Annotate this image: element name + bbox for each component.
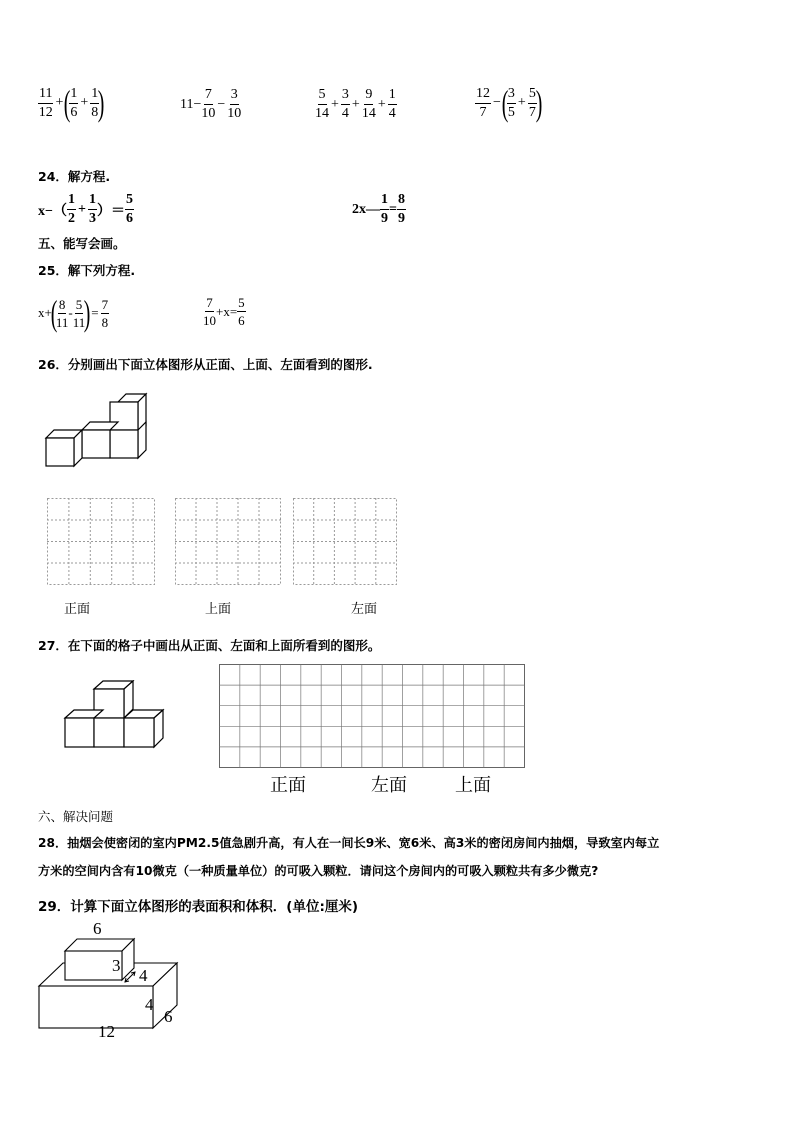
question-25-title: 25．解下列方程.	[38, 263, 136, 278]
q27-drawing-grid[interactable]	[219, 664, 527, 770]
q26-label-top: 上面	[205, 602, 232, 617]
fraction: $\frac{1}{9}$	[381, 192, 388, 226]
q27-label-top: 上面	[455, 775, 491, 796]
fraction: $\frac{1}{3}$	[88, 192, 96, 226]
fraction: $\frac{7}{10}$	[203, 295, 216, 328]
question-24-title: 24．解方程.	[38, 169, 111, 184]
section-6-heading: 六、解决问题	[38, 809, 114, 824]
q26-grid-top[interactable]	[175, 498, 285, 586]
question-29-title: 29．计算下面立体图形的表面积和体积．(单位:厘米)	[38, 899, 359, 915]
q29-dim-bottom-length: 12	[98, 1022, 115, 1041]
section-5-heading: 五、能写会画。	[38, 236, 126, 251]
fraction: $\frac{5}{6}$	[125, 192, 133, 226]
q29-dim-bottom-width: 6	[164, 1007, 173, 1026]
fraction: $\frac{1}{8}$	[91, 85, 99, 120]
q27-label-front: 正面	[270, 775, 306, 796]
q25-equation-1: x+ ( $\frac{8}{11}$ - $\frac{5}{11}$ ) = $\frac{7}{8}$	[38, 293, 109, 333]
fraction: $\frac{1}{4}$	[388, 87, 396, 121]
q25-equation-2: $\frac{7}{10}$ +x= $\frac{5}{6}$	[203, 295, 245, 328]
fraction: $\frac{1}{2}$	[67, 192, 75, 226]
q26-label-front: 正面	[64, 602, 91, 617]
q29-dim-top-height: 3	[112, 956, 121, 975]
q24-equation-2: 2x— $\frac{1}{9}$ = $\frac{8}{9}$	[352, 192, 405, 226]
fraction: $\frac{5}{11}$	[72, 296, 86, 330]
fraction: $\frac{8}{9}$	[397, 192, 405, 226]
question-28-line-1: 28．抽烟会使密闭的室内PM2.5值急剧升高，有人在一间长9米、宽6米、高3米的密闭房间内抽烟，导致室内每立	[38, 836, 660, 850]
q29-dim-top-length: 6	[93, 919, 102, 938]
fraction: $\frac{5}{7}$	[528, 85, 536, 120]
q27-label-left: 左面	[371, 775, 407, 796]
fraction: $\frac{11}{12}$	[38, 85, 53, 120]
fraction: $\frac{7}{8}$	[101, 296, 109, 330]
expression-4: $\frac{12}{7}$ − ( $\frac{3}{5}$ + $\frac{5}{7}$ )	[476, 83, 543, 123]
expression-1: $\frac{11}{12}$ + ( $\frac{1}{6}$ + $\frac{1}{8}$ )	[38, 83, 105, 123]
q29-dim-bottom-height: 4	[145, 995, 154, 1014]
fraction: $\frac{3}{5}$	[507, 85, 515, 120]
expression-2: 11− $\frac{7}{10}$ − $\frac{3}{10}$	[180, 87, 242, 121]
fraction: $\frac{3}{10}$	[227, 87, 242, 121]
q26-grid-front[interactable]	[47, 498, 157, 586]
fraction: $\frac{12}{7}$	[476, 85, 490, 120]
fraction: $\frac{5}{6}$	[238, 295, 245, 328]
question-26-title: 26．分别画出下面立体图形从正面、上面、左面看到的图形.	[38, 357, 373, 372]
q24-equation-1: x−（ $\frac{1}{2}$ + $\frac{1}{3}$ ）＝ $\frac{5}{6}$	[38, 192, 133, 226]
fraction: $\frac{9}{14}$	[361, 87, 376, 121]
fraction: $\frac{3}{4}$	[341, 87, 349, 121]
fraction: $\frac{8}{11}$	[55, 296, 69, 330]
fraction: $\frac{1}{6}$	[70, 85, 78, 120]
fraction: $\frac{5}{14}$	[315, 87, 329, 121]
q26-grid-left[interactable]	[293, 498, 399, 586]
q26-label-left: 左面	[351, 602, 378, 617]
q26-cube-figure	[40, 390, 155, 470]
question-27-title: 27．在下面的格子中画出从正面、左面和上面所看到的图形。	[38, 638, 381, 653]
q29-dim-top-width: 4	[139, 966, 148, 985]
question-28-line-2: 方米的空间内含有10微克（一种质量单位）的可吸入颗粒．请问这个房间内的可吸入颗粒共有多少微克?	[38, 864, 599, 878]
expression-3: $\frac{5}{14}$ + $\frac{3}{4}$ + $\frac{9}{14}$ + $\frac{1}{4}$	[315, 87, 396, 121]
q27-cube-figure	[62, 680, 168, 750]
fraction: $\frac{7}{10}$	[201, 87, 216, 121]
